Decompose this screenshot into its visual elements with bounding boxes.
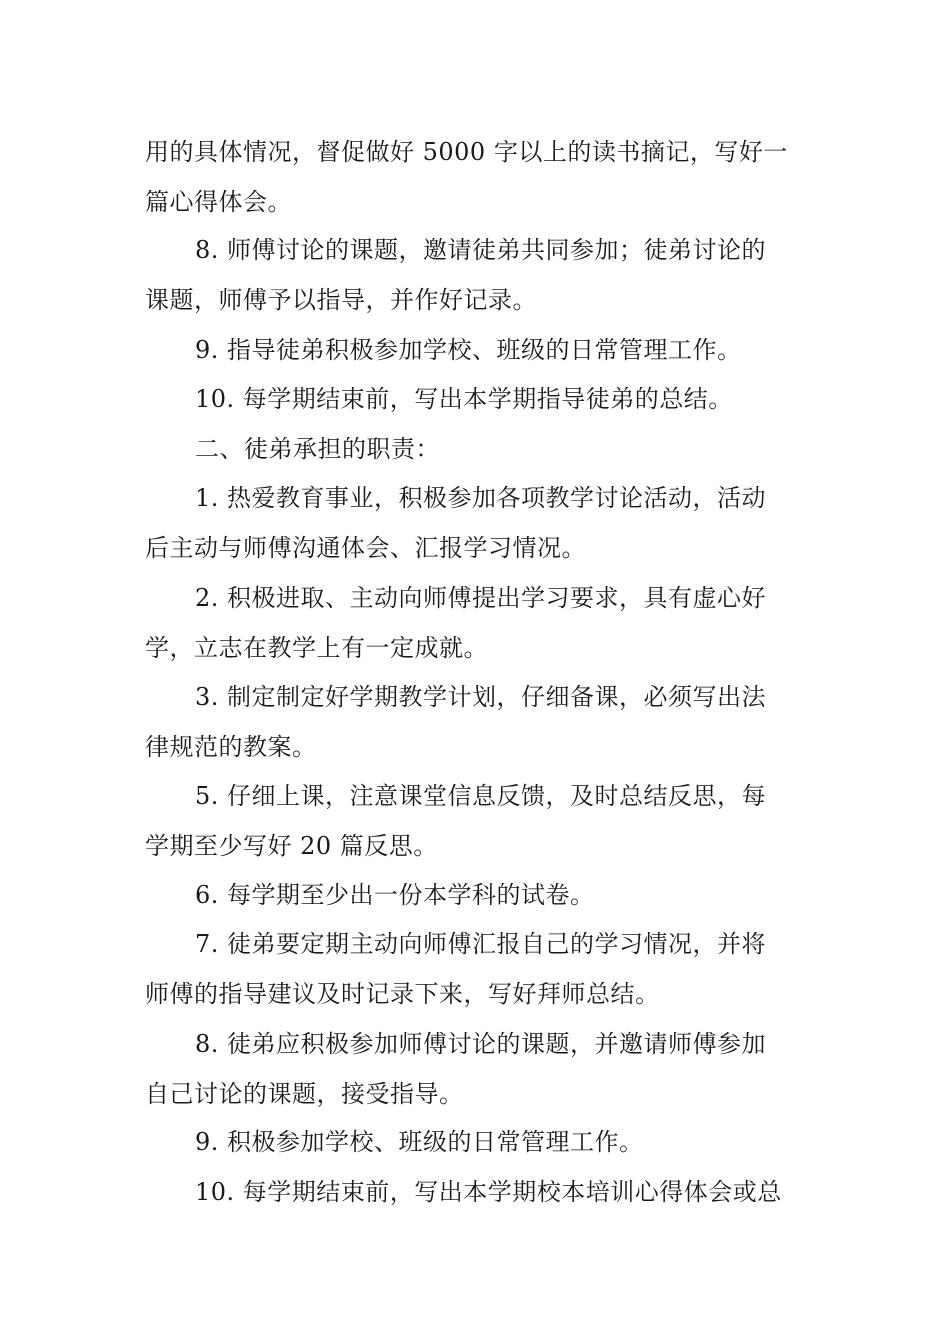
text-line: 1. 热爱教育事业，积极参加各项教学讨论活动，活动 [195, 484, 767, 512]
paragraph-item-3-apprentice [145, 672, 810, 772]
text-line: 6. 每学期至少出一份本学科的试卷。 [195, 881, 595, 909]
text-line: 2. 积极进取、主动向师傅提出学习要求，具有虚心好 [195, 584, 767, 612]
text-line: 5. 仔细上课，注意课堂信息反馈，及时总结反思，每 [195, 782, 767, 810]
text-line: 学，立志在教学上有一定成就。 [145, 634, 488, 662]
text-line: 自己讨论的课题，接受指导。 [145, 1080, 464, 1108]
paragraph-item-5-apprentice [145, 771, 810, 871]
section-heading-apprentice-duties [145, 424, 810, 474]
text-line: 律规范的教案。 [145, 733, 317, 761]
paragraph-item-9-apprentice [145, 1117, 810, 1167]
paragraph-item-7-apprentice [145, 919, 810, 1019]
paragraph-item-6-apprentice [145, 870, 810, 920]
text-line: 8. 徒弟应积极参加师傅讨论的课题，并邀请师傅参加 [195, 1030, 767, 1058]
paragraph-item-10-apprentice [145, 1167, 810, 1217]
text-line: 3. 制定制定好学期教学计划，仔细备课，必须写出法 [195, 683, 767, 711]
text-line: 9. 指导徒弟积极参加学校、班级的日常管理工作。 [195, 336, 742, 364]
text-line: 8. 师傅讨论的课题，邀请徒弟共同参加；徒弟讨论的 [195, 236, 767, 264]
paragraph-item-1-apprentice [145, 473, 810, 573]
paragraph-item-8-master [145, 225, 810, 325]
text-line: 10. 每学期结束前，写出本学期指导徒弟的总结。 [195, 385, 733, 413]
text-line: 二、徒弟承担的职责： [195, 435, 440, 463]
paragraph-item-10-master [145, 374, 810, 424]
text-line: 用的具体情况，督促做好 5000 字以上的读书摘记，写好一 [145, 138, 788, 166]
text-line: 9. 积极参加学校、班级的日常管理工作。 [195, 1128, 644, 1156]
paragraph-item-9-master [145, 325, 810, 375]
paragraph-item-8-apprentice [145, 1019, 810, 1119]
text-line: 师傅的指导建议及时记录下来，写好拜师总结。 [145, 980, 660, 1008]
text-line: 7. 徒弟要定期主动向师傅汇报自己的学习情况，并将 [195, 930, 767, 958]
text-line: 后主动与师傅沟通体会、汇报学习情况。 [145, 534, 586, 562]
text-line: 课题，师傅予以指导，并作好记录。 [145, 286, 537, 314]
text-line: 10. 每学期结束前，写出本学期校本培训心得体会或总 [195, 1178, 782, 1206]
paragraph-continuation [145, 127, 810, 227]
text-line: 学期至少写好 20 篇反思。 [145, 832, 438, 860]
text-line: 篇心得体会。 [145, 188, 292, 216]
paragraph-item-2-apprentice [145, 573, 810, 673]
